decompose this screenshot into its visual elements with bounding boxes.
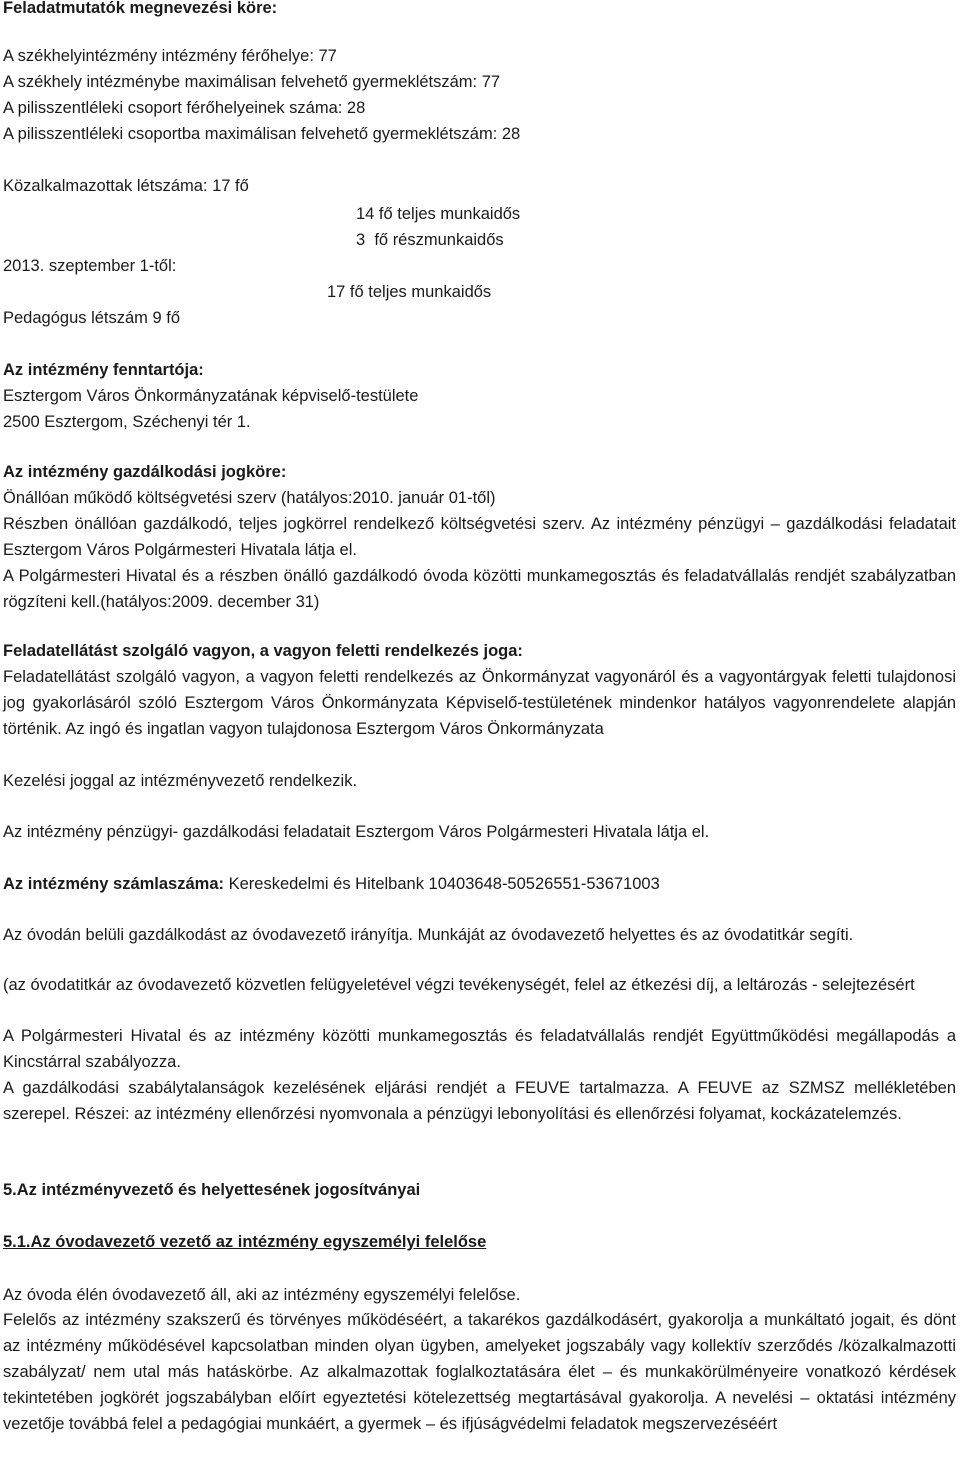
- staff-total: Közalkalmazottak létszáma: 17 fő: [3, 177, 249, 195]
- tasks-line-max-children: A székhely intézménybe maximálisan felvehető gyermeklétszám: 77: [3, 73, 501, 91]
- management-heading: Az intézmény gazdálkodási jogköre:: [3, 463, 287, 481]
- section5-para: Felelős az intézmény szakszerű és törvényes működéséért, a takarékos gazdálkodásért, gyakorolja a munkáltató jogait, és dönt az intézmény működésével kapcsolatban minden olyan ügyben, amelyeket jogszabály vagy kollektív szerződés /közalkalmazotti szabályzat/ nem utal más hatáskörbe. Az alkalmazottak foglalkoztatására élet – és munkakörülményeire vonatkozó kérdések tekintetében jogkörét jogszabályban előírt egyeztetési kötelezettség megtartásával gyakorolja. A nevelési – oktatási intézmény vezetője továbbá felel a pedagógiai munkáért, a gyermek – és ifjúságvédelmi feladatok megszervezéséért: [3, 1311, 956, 1433]
- assets-para: Feladatellátást szolgáló vagyon, a vagyon feletti rendelkezés az Önkormányzat vagyonáról és a vagyontárgyak feletti tulajdonosi jog gyakorlásáról szóló Esztergom Város Önkormányzata Képviselő-testületének mindenkor hatályos vagyonrendelete alapján történik. Az ingó és ingatlan vagyon tulajdonosa Esztergom Város Önkormányzata: [3, 668, 956, 738]
- staff-full-time: 14 fő teljes munkaidős: [356, 205, 521, 223]
- internal-para1: Az óvodán belüli gazdálkodást az óvodavezető irányítja. Munkáját az óvodavezető helyettes és az óvodatitkár segíti.: [3, 926, 854, 944]
- internal-para2: (az óvodatitkár az óvodavezető közvetlen felügyeletével végzi tevékenységét, felel az étkezési díj, a leltározás - selejtezésért: [3, 976, 915, 994]
- section5-line1: Az óvoda élén óvodavezető áll, aki az intézmény egyszemélyi felelőse.: [3, 1286, 521, 1304]
- staff-from-date-full-time: 17 fő teljes munkaidős: [327, 283, 492, 301]
- tasks-line-capacity: A székhelyintézmény intézmény férőhelye: 77: [3, 47, 337, 65]
- finance-line: Az intézmény pénzügyi- gazdálkodási feladatait Esztergom Város Polgármesteri Hivatala látja el.: [3, 823, 710, 841]
- account-value: Kereskedelmi és Hitelbank 10403648-50526551-53671003: [224, 875, 660, 893]
- management-para1: Részben önállóan gazdálkodó, teljes jogkörrel rendelkező költségvetési szerv. Az intézmény pénzügyi – gazdálkodási feladatait Esztergom Város Polgármesteri Hivatala látja el.: [3, 515, 956, 559]
- management-line1: Önállóan működő költségvetési szerv (hatályos:2010. január 01-től): [3, 489, 496, 507]
- maintainer-name: Esztergom Város Önkormányzatának képviselő-testülete: [3, 387, 419, 405]
- maintainer-address: 2500 Esztergom, Széchenyi tér 1.: [3, 413, 251, 431]
- section5-sub-heading: 5.1.Az óvodavezető vezető az intézmény egyszemélyi felelőse: [3, 1233, 487, 1251]
- tasks-heading: Feladatmutatók megnevezési köre:: [3, 0, 278, 17]
- staff-teachers: Pedagógus létszám 9 fő: [3, 309, 181, 327]
- management-para2: A Polgármesteri Hivatal és a részben önálló gazdálkodó óvoda közötti munkamegosztás és feladatvállalás rendjét szabályzatban rögzíteni kell.(hatályos:2009. december 31): [3, 567, 956, 611]
- internal-para4: A gazdálkodási szabálytalanságok kezelésének eljárási rendjét a FEUVE tartalmazza. A FEUVE az SZMSZ mellékletében szerepel. Részei: az intézmény ellenőrzési nyomvonala a pénzügyi lebonyolítási és ellenőrzési folyamat, kockázatelemzés.: [3, 1079, 956, 1123]
- assets-heading: Feladatellátást szolgáló vagyon, a vagyon feletti rendelkezés joga:: [3, 642, 523, 660]
- account-label: Az intézmény számlaszáma:: [3, 875, 225, 893]
- section5-heading: 5.Az intézményvezető és helyettesének jogosítványai: [3, 1181, 421, 1199]
- internal-para3: A Polgármesteri Hivatal és az intézmény közötti munkamegosztás és feladatvállalás rendjét Együttműködési megállapodás a Kincstárral szabályozza.: [3, 1027, 956, 1071]
- maintainer-heading: Az intézmény fenntartója:: [3, 361, 204, 379]
- account-number: [3, 872, 660, 896]
- assets-line: Kezelési joggal az intézményvezető rendelkezik.: [3, 772, 358, 790]
- tasks-line-group-max: A pilisszentléleki csoportba maximálisan felvehető gyermeklétszám: 28: [3, 125, 521, 143]
- staff-from-date: 2013. szeptember 1-től:: [3, 257, 177, 275]
- staff-part-time: 3 fő részmunkaidős: [356, 231, 504, 249]
- tasks-line-group-capacity: A pilisszentléleki csoport férőhelyeinek száma: 28: [3, 99, 366, 117]
